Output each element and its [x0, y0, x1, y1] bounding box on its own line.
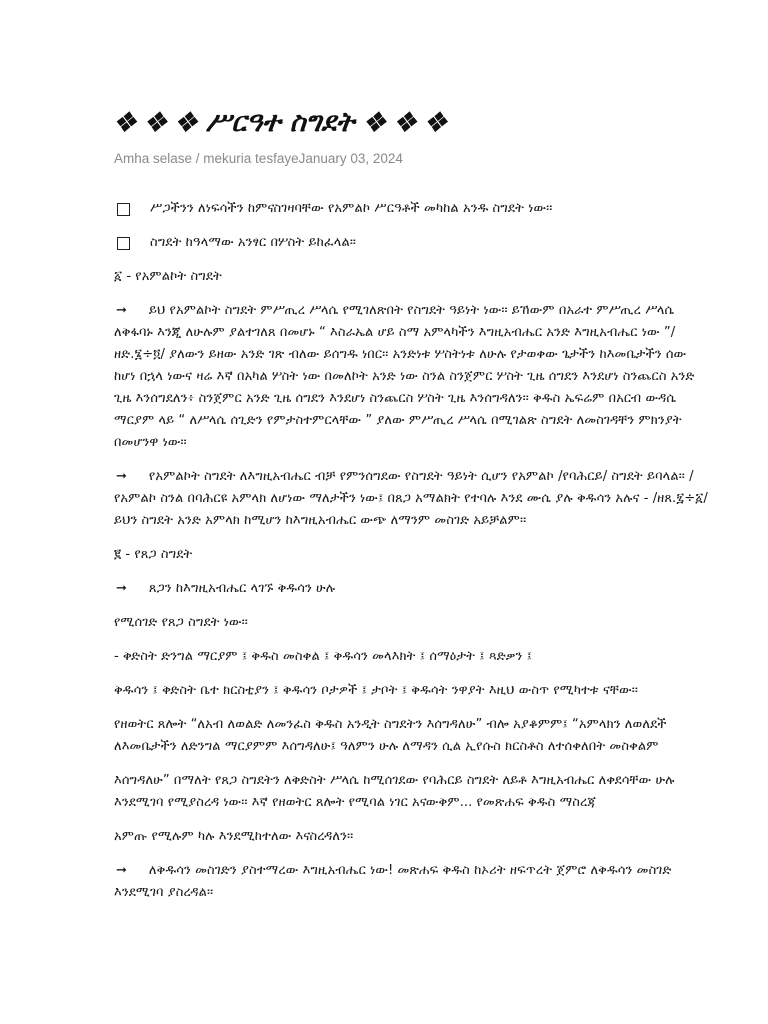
checkbox-item: [114, 232, 708, 254]
paragraph-text: ይህ የአምልኮት ስግደት ምሥጢረ ሥላሴ የሚገለጽበት የስግደት ዓይነት ነው፡፡ ይኸውም በአራተ ምሥጢረ ሥላሴ ለቅፋባኑ እንጂ ለሁሉም ያልተገለጸ በመሆኑ “ እስራኤል ሆይ ስማ አምላካችን እግዚአብሔር አንድ እግዚአብሔር ነው ”/ዘድ.፮÷፬/ ያለውን ይዘው አንድ ገጽ ብለው ይሰግዱ ነበር፡፡ አንድነቱ ሦስትነቱ ለሁሉ የታወቀው ጌታችን ከእመቤታችን ሰው ከሆነ በኋላ ነውና ዛሬ እኛ በአካል ሦስት ነው በመለኮት አንድ ነው ስንል ስንጀምር ሦስት ጊዜ ሰግደን እንደሆነ ስንጨርስ አንድ ጊዜ እንሰግደለን፥ ስንጀምር አንድ ጊዜ ሰግደን እንደሆነ ስንጨርስ ሦስት ጊዜ እንሰግዳለን፡፡ ቅዱስ ኤፍሬም በአርብ ውዳሴ ማርያም ላይ “ ለሥላሴ ሰጊድን የምታስተምርላቸው ” ያለው ምሥጢረ ሥላሴ በሚገልጽ ስግደት ለመስገዳቸን ምክንያት በመሆንዋ ነው፡፡: [114, 303, 695, 450]
paragraph-text: የአምልኮት ስግደት ለእግዚአብሔር ብቻ የምንሰግደው የስግደት ዓይነት ሲሆን የአምልኮ /የባሕርይ/ ስግደት ይባላል፡፡ /የአምልኮ ስንል በባሕርዩ አምላክ ለሆነው ማለታችን ነው፤ በጸጋ አማልክት የተባሉ እንደ ሙሴ ያሉ ቅዱሳን አሉና - /ዘጸ.፯÷፩/ ይህን ስግደት አንድ አምላክ ከሚሆን ከእግዚአብሔር ውጭ ለማንም መስገድ አይቻልም፡፡: [114, 469, 708, 528]
paragraph: ሥጋችንን ለነፍሳችን ከምናስገዛባቸው የአምልኮ ሥርዓቶች መካከል አንዱ ስግደት ነው፡፡: [150, 201, 553, 216]
paragraph: የሚሰገድ የጸጋ ስግደት ነው፡፡: [114, 615, 248, 630]
paragraph-text: ጸጋን ከእግዚአብሔር ላገኙ ቅዱሳን ሁሉ: [148, 581, 336, 596]
checkbox-icon: [117, 237, 130, 250]
arrow-icon: ➞: [116, 581, 127, 596]
paragraph: [114, 578, 708, 600]
paragraph-text: ለቅዱሳን መስገድን ያስተማረው እግዚአብሔር ነው! መጽሐፍ ቅዱስ ከኦሪት ዘፍጥረት ጀምሮ ለቅዱሳን መስገድ እንደሚገባ ያስረዳል፡፡: [114, 863, 672, 900]
paragraph: [114, 300, 708, 454]
post-title: ❖ ❖ ❖ ሥርዓተ ስግደት ❖ ❖ ❖: [114, 107, 446, 138]
post-body: [114, 198, 708, 904]
paragraph: ስግደት ከዓላማው አንፃር በሦስት ይከፈላል፡፡: [150, 235, 357, 250]
list-item: - ቅድስት ድንግል ማርያም ፤ ቅዱስ መስቀል ፤ ቅዱሳን መላእክት ፤ ሰማዕታት ፤ ጻድቃን ፤: [114, 649, 533, 664]
paragraph: አምጡ የሚሉም ካሉ እንደሚከተለው እናስረዳለን፡፡: [114, 829, 354, 844]
checkbox-item: [114, 198, 708, 220]
paragraph: [114, 466, 708, 532]
arrow-icon: ➞: [116, 303, 127, 318]
section-heading: ፩ - የአምልኮት ስግደት: [114, 269, 222, 284]
arrow-icon: ➞: [116, 863, 127, 878]
checkbox-icon: [117, 203, 130, 216]
section-heading: ፪ - የጸጋ ስግደት: [114, 547, 193, 562]
post-meta: [114, 150, 708, 168]
post-date: January 03, 2024: [298, 151, 403, 166]
post-author[interactable]: Amha selase / mekuria tesfaye: [114, 151, 299, 166]
paragraph: [114, 860, 708, 904]
arrow-icon: ➞: [116, 469, 127, 484]
paragraph: የዘወትር ጸሎት “ለአብ ለወልድ ለመንፈስ ቅዱስ አንዲት ስግደትን እሰግዳለሁ” ብሎ አያቆምም፤ “አምላክን ለወለደች ለእመቤታችን ለድንግል ማርያምም እሰግዳለሁ፤ ዓለምን ሁሉ ለማዳን ሲል ኢየሱስ ክርስቶስ ለተሰቀለበት መስቀልም: [114, 717, 667, 754]
paragraph: ቅዱሳን ፤ ቅድስት ቤተ ክርስቲያን ፤ ቅዱሳን ቦታዎች ፤ ታቦት ፤ ቅዱሳት ንዋያት እዚህ ውስጥ የሚካተቱ ናቸው፡፡: [114, 683, 638, 698]
paragraph: እሰግዳለሁ” በማለት የጸጋ ስግደትን ለቅድስት ሥላሴ ከሚሰገደው የባሕርይ ስግደት ለይቶ እግዚአብሔር ለቀደሳቸው ሁሉ እንደሚገባ የሚያስረዳ ነው፡፡ እኛ የዘወትር ጸሎት የሚባል ነገር አናውቅም... የመጽሐፍ ቅዱስ ማስረጃ: [114, 773, 675, 810]
